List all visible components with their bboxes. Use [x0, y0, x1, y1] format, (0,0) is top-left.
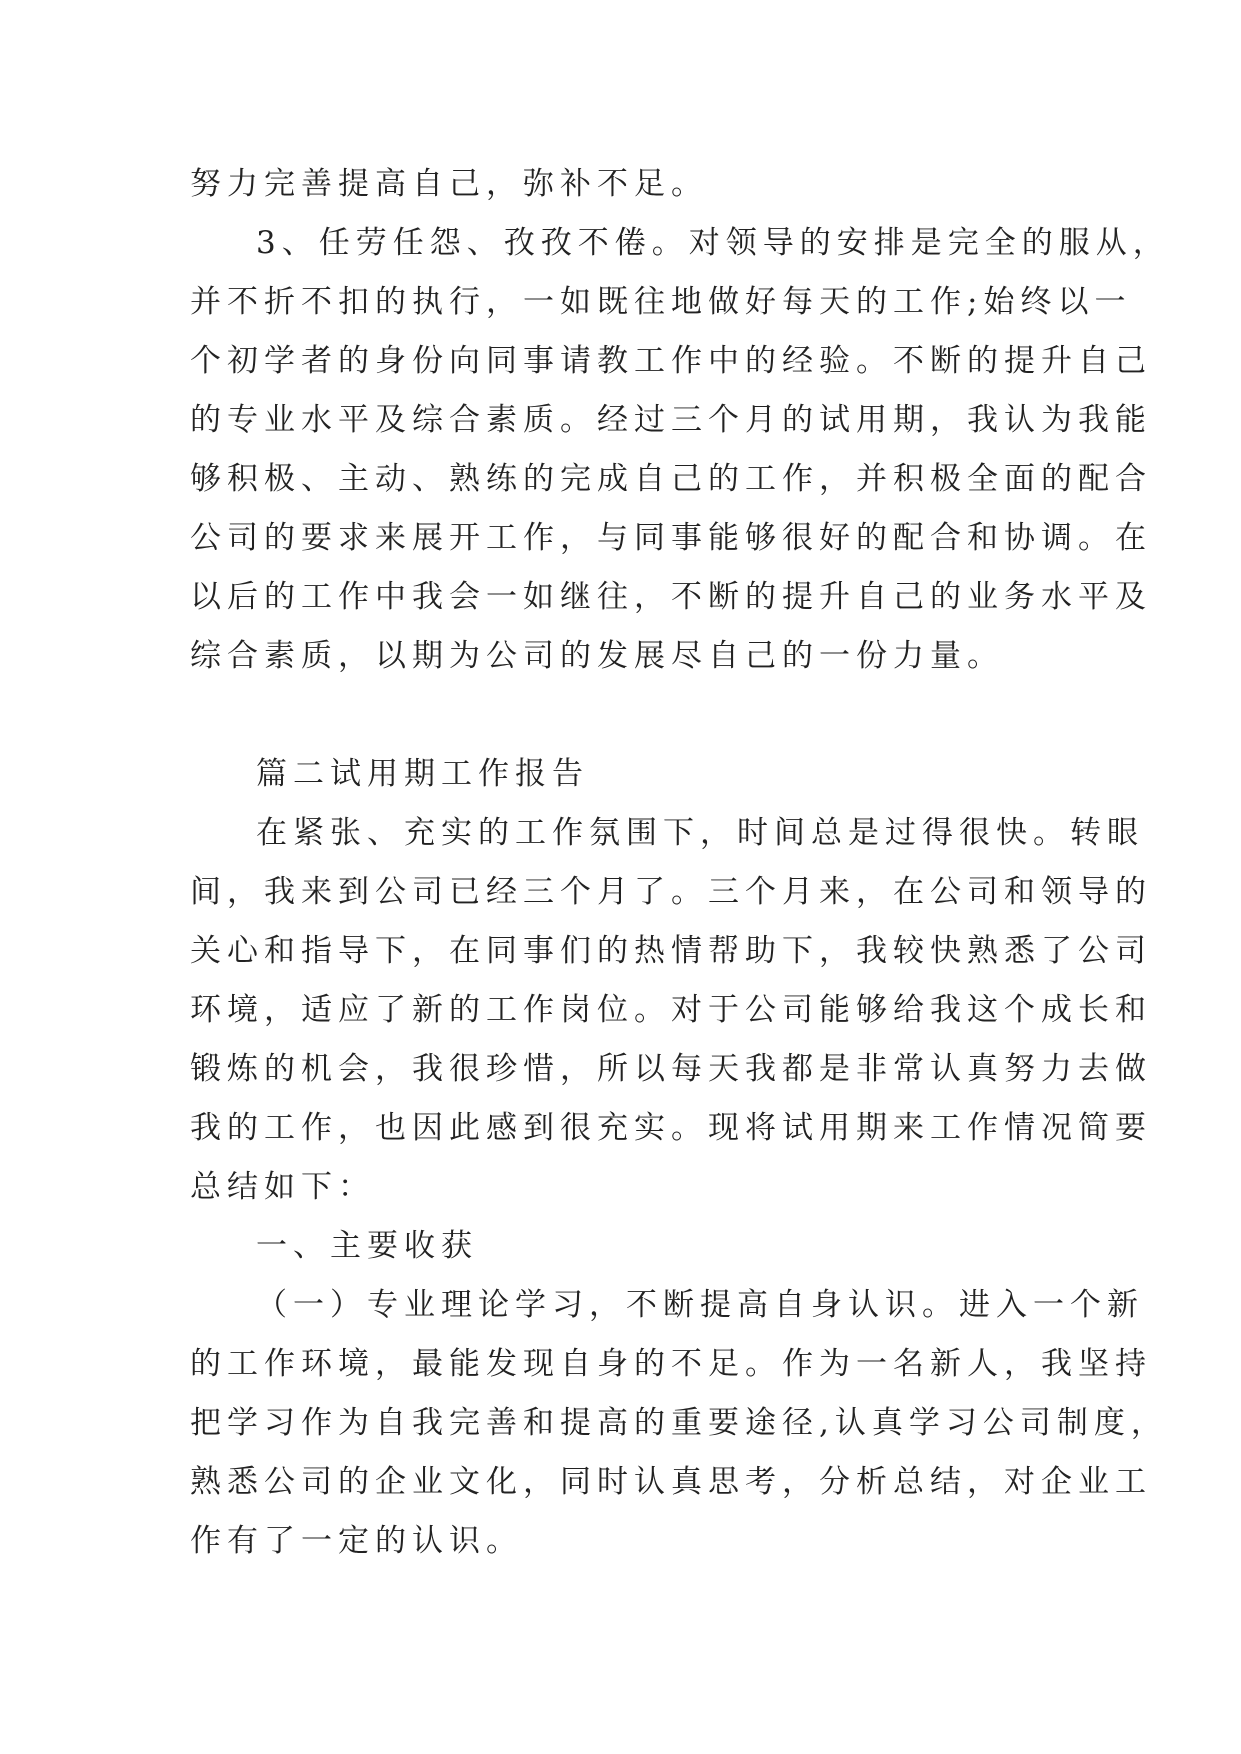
text-line: 总结如下：: [190, 1169, 375, 1205]
text-line: 我的工作，也因此感到很充实。现将试用期来工作情况简要: [190, 1110, 1152, 1146]
text-line: 环境，适应了新的工作岗位。对于公司能够给我这个成长和: [190, 992, 1152, 1028]
text-line: （一）专业理论学习，不断提高自身认识。进入一个新: [256, 1287, 1144, 1323]
text-line: 并不折不扣的执行，一如既往地做好每天的工作;始终以一: [190, 284, 1132, 320]
text-line: 关心和指导下，在同事们的热情帮助下，我较快熟悉了公司: [190, 933, 1152, 969]
text-line: 锻炼的机会，我很珍惜，所以每天我都是非常认真努力去做: [190, 1051, 1152, 1087]
text-line: 3、任劳任怨、孜孜不倦。对领导的安排是完全的服从，: [256, 225, 1170, 261]
text-line: 努力完善提高自己，弥补不足。: [190, 166, 708, 202]
section-heading: 篇二试用期工作报告: [256, 756, 589, 792]
document-body: [190, 155, 1170, 1571]
text-line: 把学习作为自我完善和提高的重要途径,认真学习公司制度，: [190, 1405, 1168, 1441]
text-line: 熟悉公司的企业文化，同时认真思考，分析总结，对企业工: [190, 1464, 1152, 1500]
text-line: 以后的工作中我会一如继往，不断的提升自己的业务水平及: [190, 579, 1152, 615]
text-line: 间，我来到公司已经三个月了。三个月来，在公司和领导的: [190, 874, 1152, 910]
text-line: 公司的要求来展开工作，与同事能够很好的配合和协调。在: [190, 520, 1152, 556]
paragraph-gap: [190, 686, 1070, 745]
text-line: 综合素质，以期为公司的发展尽自己的一份力量。: [190, 638, 1004, 674]
text-line: 在紧张、充实的工作氛围下，时间总是过得很快。转眼: [256, 815, 1144, 851]
text-line: 个初学者的身份向同事请教工作中的经验。不断的提升自己: [190, 343, 1152, 379]
subheading: 一、主要收获: [256, 1228, 478, 1264]
text-line: 作有了一定的认识。: [190, 1523, 523, 1559]
text-line: 的专业水平及综合素质。经过三个月的试用期，我认为我能: [190, 402, 1152, 438]
text-line: 够积极、主动、熟练的完成自己的工作，并积极全面的配合: [190, 461, 1152, 497]
text-line: 的工作环境，最能发现自身的不足。作为一名新人，我坚持: [190, 1346, 1152, 1382]
